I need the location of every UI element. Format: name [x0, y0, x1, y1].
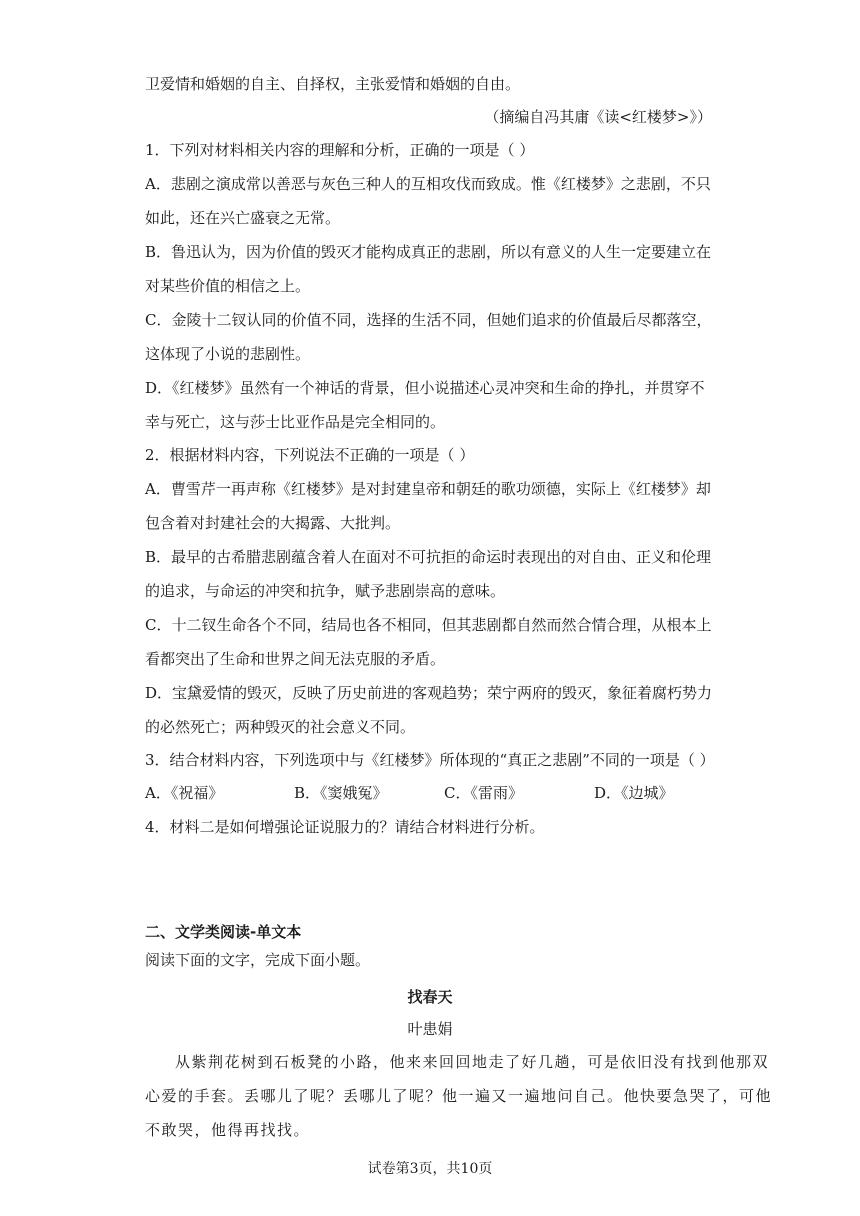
paragraph-1-line3: 不敢哭，他得再找找。: [145, 1121, 311, 1139]
article-title: 找春天: [407, 988, 453, 1006]
q3-option-d: D．《边城》: [594, 784, 674, 802]
question-3-stem: 3．结合材料内容，下列选项中与《红楼梦》所体现的“真正之悲剧”不同的一项是（ ）: [145, 751, 715, 769]
question-2-stem: 2．根据材料内容，下列说法不正确的一项是（ ）: [145, 446, 475, 464]
page-footer: 试卷第3页，共10页: [367, 1161, 493, 1177]
q3-option-a: A．《祝福》: [145, 784, 224, 802]
q2-option-b-line1: B．最早的古希腊悲剧蕴含着人在面对不可抗拒的命运时表现出的对自由、正义和伦理: [145, 548, 712, 566]
paragraph-1-line1: 从紫荆花树到石板凳的小路，他来来回回地走了好几趟，可是依旧没有找到他那双: [175, 1053, 770, 1071]
q2-option-d-line2: 的必然死亡；两种毁灭的社会意义不同。: [145, 718, 416, 736]
section-heading: 二、文学类阅读-单文本: [145, 923, 302, 941]
question-1-stem: 1．下列对材料相关内容的理解和分析，正确的一项是（ ）: [145, 141, 535, 159]
q1-option-a-line1: A．悲剧之演成常以善恶与灰色三种人的互相攻伐而致成。惟《红楼梦》之悲剧，不只: [145, 175, 711, 193]
q1-option-b-line1: B．鲁迅认为，因为价值的毁灭才能构成真正的悲剧，所以有意义的人生一定要建立在: [145, 243, 712, 261]
q2-option-b-line2: 的追求，与命运的冲突和抗争，赋予悲剧崇高的意味。: [145, 582, 506, 600]
material-source: （摘编自冯其庸《读<红楼梦>》）: [484, 108, 712, 126]
article-author: 叶患娟: [407, 1020, 453, 1038]
q2-option-a-line2: 包含着对封建社会的大揭露、大批判。: [145, 514, 401, 532]
q2-option-d-line1: D．宝黛爱情的毁灭，反映了历史前进的客观趋势；荣宁两府的毁灭，象征着腐朽势力: [145, 684, 713, 702]
q1-option-b-line2: 对某些价值的相信之上。: [145, 277, 311, 295]
q1-option-d-line2: 幸与死亡，这与莎士比亚作品是完全相同的。: [145, 413, 446, 431]
material-last-line: 卫爱情和婚姻的自主、自择权，主张爱情和婚姻的自由。: [145, 75, 521, 93]
q3-option-b: B．《窦娥冤》: [294, 784, 388, 802]
q1-option-c-line2: 这体现了小说的悲剧性。: [145, 345, 311, 363]
paragraph-1-line2: 心爱的手套。丢哪儿了呢？丢哪儿了呢？他一遍又一遍地问自己。他快要急哭了，可他: [145, 1087, 773, 1105]
q2-option-a-line1: A．曹雪芹一再声称《红楼梦》是对封建皇帝和朝廷的歌功颂德，实际上《红楼梦》却: [145, 480, 711, 498]
question-4-stem: 4．材料二是如何增强论证说服力的？请结合材料进行分析。: [145, 818, 545, 836]
q1-option-d-line1: D．《红楼梦》虽然有一个神话的背景，但小说描述心灵冲突和生命的挣扎，并贯穿不: [145, 379, 705, 397]
q2-option-c-line1: C．十二钗生命各个不同，结局也各不相同，但其悲剧都自然而然合情合理，从根本上: [145, 616, 712, 634]
q1-option-a-line2: 如此，还在兴亡盛衰之无常。: [145, 209, 341, 227]
q2-option-c-line2: 看都突出了生命和世界之间无法克服的矛盾。: [145, 650, 446, 668]
q3-option-c: C．《雷雨》: [444, 784, 523, 802]
q1-option-c-line1: C．金陵十二钗认同的价值不同，选择的生活不同，但她们追求的价值最后尽都落空，: [145, 311, 712, 329]
section-instruction: 阅读下面的文字，完成下面小题。: [145, 951, 371, 969]
